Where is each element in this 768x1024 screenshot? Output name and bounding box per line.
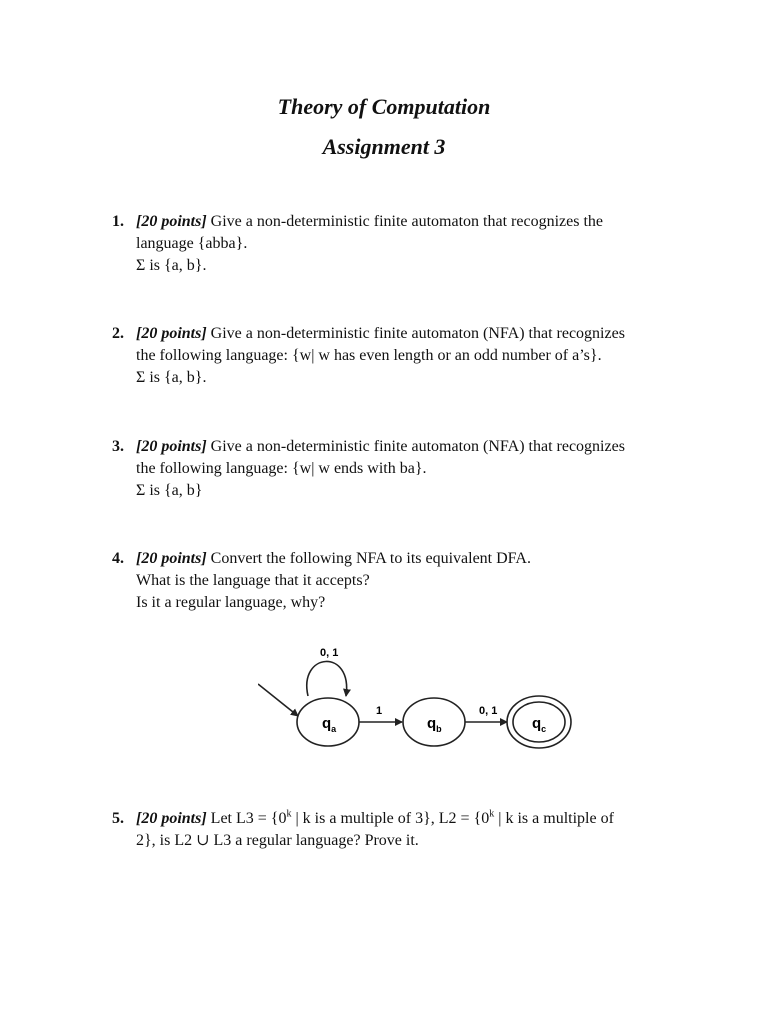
alphabet-text: Σ is {a, b} xyxy=(136,482,203,499)
start-arrow xyxy=(258,684,298,716)
question-number: 3. xyxy=(112,438,124,455)
question-text: Give a non-deterministic finite automaton (NFA) that recognizes xyxy=(206,438,625,455)
question-text: Convert the following NFA to its equivalent DFA. xyxy=(206,550,531,567)
nfa-diagram xyxy=(258,640,578,756)
question-number: 5. xyxy=(112,810,124,827)
state-subscript: c xyxy=(541,724,547,734)
state-label: q xyxy=(532,715,542,732)
question-text: What is the language that it accepts? xyxy=(136,572,370,589)
question-4 xyxy=(112,548,682,614)
points-label: [20 points] xyxy=(136,438,207,455)
question-text: Is it a regular language, why? xyxy=(136,594,326,611)
self-loop-qa xyxy=(307,661,347,696)
assignment-subtitle: Assignment 3 xyxy=(322,134,446,159)
state-label: q xyxy=(322,715,332,732)
superscript: k xyxy=(286,808,292,820)
points-label: [20 points] xyxy=(136,810,207,827)
question-number: 1. xyxy=(112,213,124,230)
question-text: Let L3 = {0 xyxy=(206,810,287,827)
question-text: Give a non-deterministic finite automaton that recognizes the xyxy=(206,213,603,230)
state-subscript: b xyxy=(436,724,442,734)
question-1 xyxy=(112,211,682,277)
question-text: | k is a multiple of 3}, L2 = {0 xyxy=(291,810,490,827)
document-title: Theory of Computation xyxy=(277,94,491,119)
question-5 xyxy=(112,808,682,852)
points-label: [20 points] xyxy=(136,213,207,230)
loop-label: 0, 1 xyxy=(320,647,339,659)
edge-label-qa-qb: 1 xyxy=(376,705,383,717)
points-label: [20 points] xyxy=(136,325,207,342)
question-number: 2. xyxy=(112,325,124,342)
question-3 xyxy=(112,436,682,502)
alphabet-text: Σ is {a, b}. xyxy=(136,369,207,386)
question-2 xyxy=(112,323,682,389)
state-label: q xyxy=(427,715,437,732)
edge-label-qb-qc: 0, 1 xyxy=(479,705,498,717)
superscript: k xyxy=(489,808,495,820)
state-subscript: a xyxy=(331,724,337,734)
question-text: language {abba}. xyxy=(136,235,248,252)
question-text: the following language: {w| w ends with ba}. xyxy=(136,460,427,477)
question-text: | k is a multiple of xyxy=(494,810,614,827)
question-number: 4. xyxy=(112,550,124,567)
question-text: 2}, is L2 ∪ L3 a regular language? Prove it. xyxy=(136,832,419,849)
question-text: the following language: {w| w has even length or an odd number of a’s}. xyxy=(136,347,602,364)
question-text: Give a non-deterministic finite automaton (NFA) that recognizes xyxy=(206,325,625,342)
alphabet-text: Σ is {a, b}. xyxy=(136,257,207,274)
points-label: [20 points] xyxy=(136,550,207,567)
